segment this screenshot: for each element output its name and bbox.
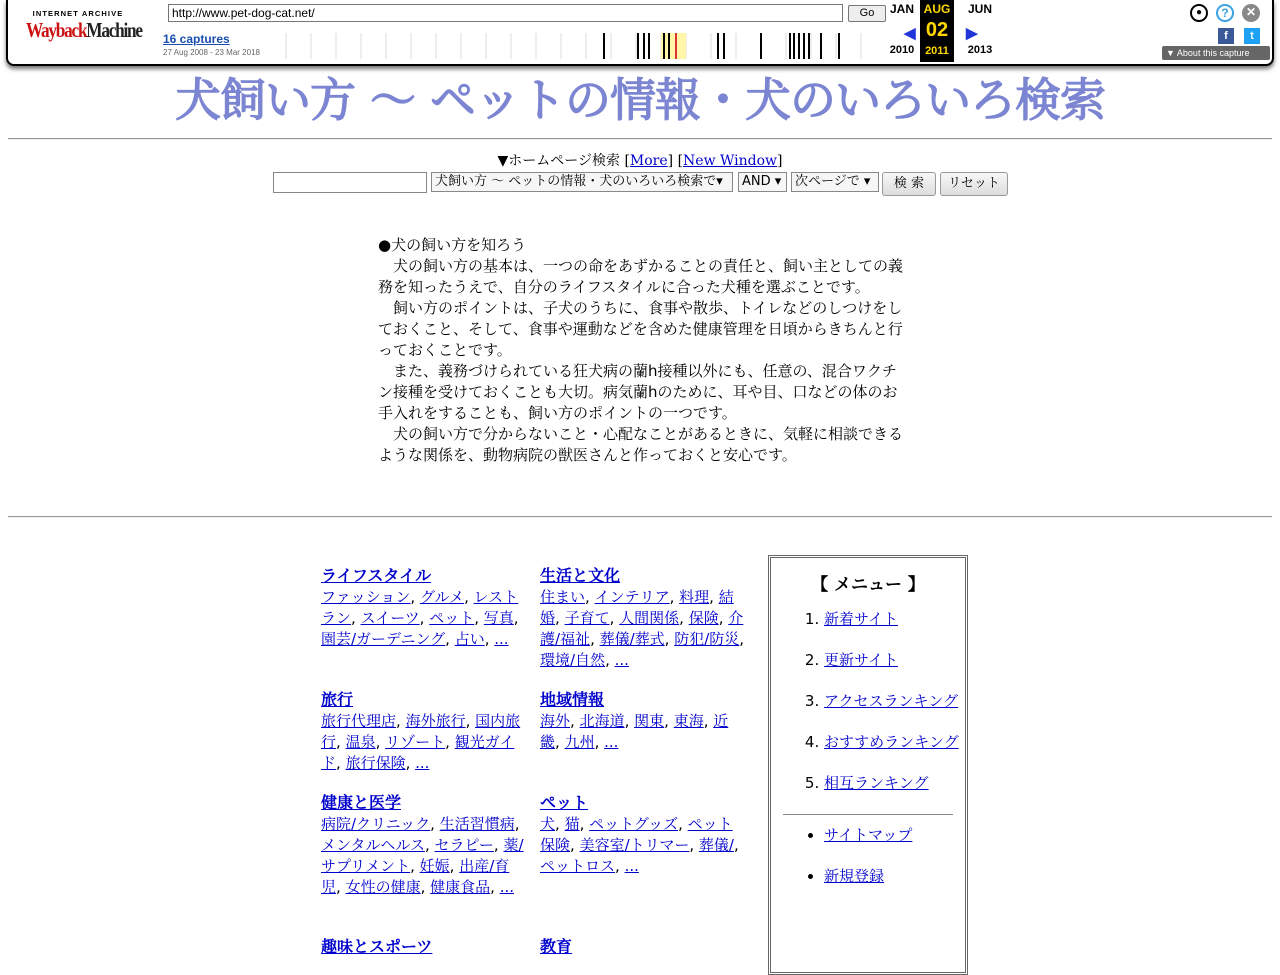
category-title[interactable]: 健康と医学 (321, 793, 402, 812)
divider-top (8, 138, 1272, 140)
intro-heading: ●犬の飼い方を知ろう (378, 236, 527, 254)
category-link[interactable]: スイーツ (360, 609, 420, 627)
menu-link-register[interactable]: 新規登録 (824, 867, 885, 885)
search-heading-label: ▼ホームページ検索 (497, 153, 620, 169)
go-button[interactable]: Go (848, 5, 886, 22)
next-arrow-icon[interactable]: ▶ (966, 25, 978, 42)
search-more-link[interactable]: More (629, 153, 668, 169)
menu-item (824, 691, 965, 712)
intro-text (378, 235, 908, 466)
category-link[interactable]: ... (499, 878, 514, 896)
category-title[interactable]: ライフスタイル (321, 566, 432, 585)
category-hobby-sports (321, 936, 526, 958)
logo-machine-word: Machine (86, 18, 142, 42)
menu-link-access-ranking[interactable]: アクセスランキング (824, 692, 959, 710)
category-education (540, 936, 745, 958)
sparkline-svg (280, 31, 880, 61)
category-link[interactable]: 写真 (483, 609, 514, 627)
category-link[interactable]: 猫 (564, 815, 580, 833)
category-link[interactable]: ファッション (321, 588, 411, 606)
category-links: 病院/クリニック, 生活習慣病, メンタルヘルス, セラピー, 薬/サプリメント, 妊娠, 出産/育児, 女性の健康, 健康食品, ... (321, 815, 524, 896)
search-mode-select[interactable]: AND ▾ (738, 172, 787, 192)
category-link[interactable]: 東海 (673, 712, 704, 730)
menu-link-sitemap[interactable]: サイトマップ (824, 826, 913, 844)
category-title[interactable]: ペット (540, 793, 589, 812)
category-link[interactable]: 料理 (679, 588, 710, 606)
twitter-icon[interactable]: t (1244, 28, 1260, 44)
facebook-icon[interactable]: f (1218, 28, 1234, 44)
help-icon[interactable]: ? (1216, 4, 1234, 22)
category-link[interactable]: ... (494, 630, 509, 648)
capture-range: 27 Aug 2008 - 23 Mar 2018 (163, 48, 260, 57)
category-link[interactable]: ペット保険 (540, 815, 733, 854)
category-link[interactable]: 北海道 (579, 712, 625, 730)
category-link[interactable]: ... (624, 857, 639, 875)
toolbar-icons (1190, 4, 1272, 24)
category-link[interactable]: 近畿 (540, 712, 729, 751)
prev-year[interactable]: 2010 (889, 44, 915, 56)
category-title[interactable]: 趣味とスポーツ (321, 937, 433, 956)
category-link[interactable]: 美容室/トリマー (579, 836, 690, 854)
menu-link-updated-sites[interactable]: 更新サイト (824, 651, 898, 669)
category-link[interactable]: ... (604, 733, 619, 751)
category-link[interactable]: 妊娠 (419, 857, 450, 875)
category-title[interactable]: 地域情報 (540, 690, 605, 709)
category-link[interactable]: ペットロス (540, 857, 616, 875)
intro-paragraph: 犬の飼い方の基本は、一つの命をあずかることの責任と、飼い主としての義務を知ったうえで、自分のライフスタイルに合った犬種を選ぶことです。 (378, 257, 904, 296)
prev-arrow-icon[interactable]: ◀ (904, 25, 916, 42)
menu-extra-list (771, 825, 965, 887)
category-link[interactable]: 環境/自然 (540, 651, 606, 669)
menu-item (824, 866, 965, 887)
category-link[interactable]: 犬 (540, 815, 556, 833)
prev-month-label: JAN (889, 2, 914, 16)
category-link[interactable]: ペット (429, 609, 475, 627)
next-month[interactable] (962, 0, 998, 18)
category-link[interactable]: 温泉 (345, 733, 376, 751)
menu-item (824, 773, 965, 794)
menu-link-new-sites[interactable]: 新着サイト (824, 610, 898, 628)
scope-select-value: 犬飼い方 ～ ペットの情報・犬のいろいろ検索で (435, 174, 717, 189)
category-link[interactable]: 生活習慣病 (439, 815, 515, 833)
category-pet (540, 792, 745, 877)
category-links: 海外, 北海道, 関東, 東海, 近畿, 九州, ... (540, 712, 729, 751)
search-heading: ▼ホームページ検索 [More] [New Window] (497, 153, 783, 169)
search-input[interactable] (273, 172, 427, 193)
prev-month[interactable] (884, 0, 920, 18)
category-title[interactable]: 旅行 (321, 690, 354, 709)
menu-title: 【 メニュー 】 (811, 575, 925, 595)
category-link[interactable]: リゾート (385, 733, 446, 751)
close-icon[interactable]: ✕ (1242, 4, 1260, 22)
category-regional (540, 689, 745, 753)
menu-item (824, 650, 965, 671)
category-link[interactable]: 住まい (540, 588, 586, 606)
menu-link-recommended-ranking[interactable]: おすすめランキング (824, 733, 959, 751)
category-link[interactable]: 病院/クリニック (321, 815, 431, 833)
category-link[interactable]: 出産/育児 (321, 857, 510, 896)
category-health (321, 792, 526, 898)
search-new-window-link[interactable]: New Window (683, 153, 778, 169)
category-link[interactable]: 子育て (564, 609, 610, 627)
category-link[interactable]: 関東 (634, 712, 665, 730)
category-links: 犬, 猫, ペットグッズ, ペット保険, 美容室/トリマー, 葬儀/, ペットロス, ... (540, 815, 739, 875)
next-year[interactable]: 2013 (967, 44, 993, 56)
intro-paragraph: 飼い方のポイントは、子犬のうちに、食事や散歩、トイレなどのしつけをしておくこと、そして、食事や運動などを含めた健康管理を日頃からきちんと行っておくことです。 (378, 299, 903, 359)
category-link[interactable]: ペットグッズ (589, 815, 679, 833)
current-capture-date (920, 0, 954, 62)
menu-box (768, 555, 968, 975)
user-icon[interactable]: ● (1190, 4, 1208, 22)
menu-list (771, 609, 965, 794)
about-capture-label: About this capture (1176, 48, 1250, 58)
category-links: 旅行代理店, 海外旅行, 国内旅行, 温泉, リゾート, 観光ガイド, 旅行保険, ... (321, 712, 521, 772)
search-page-select[interactable]: 次ページで ▾ (791, 172, 879, 192)
menu-link-mutual-ranking[interactable]: 相互ランキング (824, 774, 929, 792)
mode-select-value: AND (742, 174, 771, 189)
calendar-nav (882, 0, 994, 62)
wayback-logo[interactable] (26, 9, 142, 49)
category-link[interactable]: インテリア (594, 588, 670, 606)
category-life-culture (540, 565, 745, 671)
category-link[interactable]: 保険 (688, 609, 719, 627)
category-link[interactable]: 海外 (540, 712, 571, 730)
reset-button[interactable]: リセット (940, 172, 1008, 196)
category-link[interactable]: 園芸/ガーデニング (321, 630, 446, 648)
category-link[interactable]: 海外旅行 (405, 712, 466, 730)
menu-item (824, 609, 965, 630)
menu-divider (783, 814, 953, 815)
search-button[interactable]: 検 索 (882, 172, 936, 196)
captures-link[interactable]: 16 captures (163, 32, 230, 46)
category-link[interactable]: 観光ガイド (321, 733, 515, 772)
category-link[interactable]: レストラン (321, 588, 519, 627)
page-select-value: 次ページで (795, 174, 860, 189)
current-year: 2011 (925, 45, 949, 57)
category-link[interactable]: 女性の健康 (345, 878, 421, 896)
about-capture-button[interactable]: ▼ About this capture (1162, 46, 1270, 60)
capture-sparkline[interactable] (280, 31, 880, 61)
category-link[interactable]: 旅行代理店 (321, 712, 397, 730)
menu-item (824, 825, 965, 846)
logo-internet-archive-text: INTERNET ARCHIVE (32, 9, 124, 18)
category-link[interactable]: 旅行保険 (345, 754, 406, 772)
category-link[interactable]: セラピー (434, 836, 494, 854)
page-title: 犬飼い方 ～ ペットの情報・犬のいろいろ検索 (174, 73, 1106, 127)
category-link[interactable]: 九州 (564, 733, 595, 751)
category-travel (321, 689, 526, 774)
category-link[interactable]: 健康食品 (430, 878, 491, 896)
intro-paragraph: 犬の飼い方で分からないこと・心配なことがあるときに、気軽に相談できるような関係を、動物病院の獣医さんと作っておくと安心です。 (378, 425, 904, 464)
next-month-label: JUN (967, 2, 992, 16)
category-title[interactable]: 教育 (540, 937, 573, 956)
logo-wayback-word: Wayback (26, 18, 87, 42)
category-link[interactable]: 葬儀/葬式 (599, 630, 665, 648)
category-link[interactable]: 葬儀/ (698, 836, 734, 854)
wayback-toolbar (6, 0, 1274, 66)
intro-paragraph: また、義務づけられている狂犬病の蘭h接種以外にも、任意の、混合ワクチン接種を受けておくことも大切。病気蘭hのために、耳や目、口などの体のお手入れをすることも、飼い方のポイントの一つです。 (378, 362, 898, 422)
category-link[interactable]: 結婚 (540, 588, 734, 627)
category-link[interactable]: 介護/福祉 (540, 609, 744, 648)
logo-wayback-text (26, 18, 142, 42)
menu-item (824, 732, 965, 753)
category-link[interactable]: 国内旅行 (321, 712, 521, 751)
category-link[interactable]: ... (415, 754, 430, 772)
category-title[interactable]: 生活と文化 (540, 566, 621, 585)
category-link[interactable]: 人間関係 (619, 609, 680, 627)
category-link[interactable]: ... (614, 651, 629, 669)
current-month: AUG (923, 2, 951, 16)
category-links: ファッション, グルメ, レストラン, スイーツ, ペット, 写真, 園芸/ガーデニング, 占い, ... (321, 588, 519, 648)
category-link[interactable]: メンタルヘルス (321, 836, 425, 854)
current-day: 02 (925, 19, 949, 41)
divider-middle (8, 516, 1272, 518)
category-link[interactable]: 防犯/防災 (674, 630, 740, 648)
search-scope-select[interactable]: 犬飼い方 ～ ペットの情報・犬のいろいろ検索で▾ (431, 172, 733, 192)
category-lifestyle (321, 565, 526, 650)
url-input[interactable]: http://www.pet-dog-cat.net/ (168, 4, 843, 22)
category-link[interactable]: グルメ (419, 588, 465, 606)
category-link[interactable]: 占い (454, 630, 485, 648)
category-link[interactable]: 薬/サプリメント (321, 836, 524, 875)
category-links: 住まい, インテリア, 料理, 結婚, 子育て, 人間関係, 保険, 介護/福祉, 葬儀/葬式, 防犯/防災, 環境/自然, ... (540, 588, 745, 669)
